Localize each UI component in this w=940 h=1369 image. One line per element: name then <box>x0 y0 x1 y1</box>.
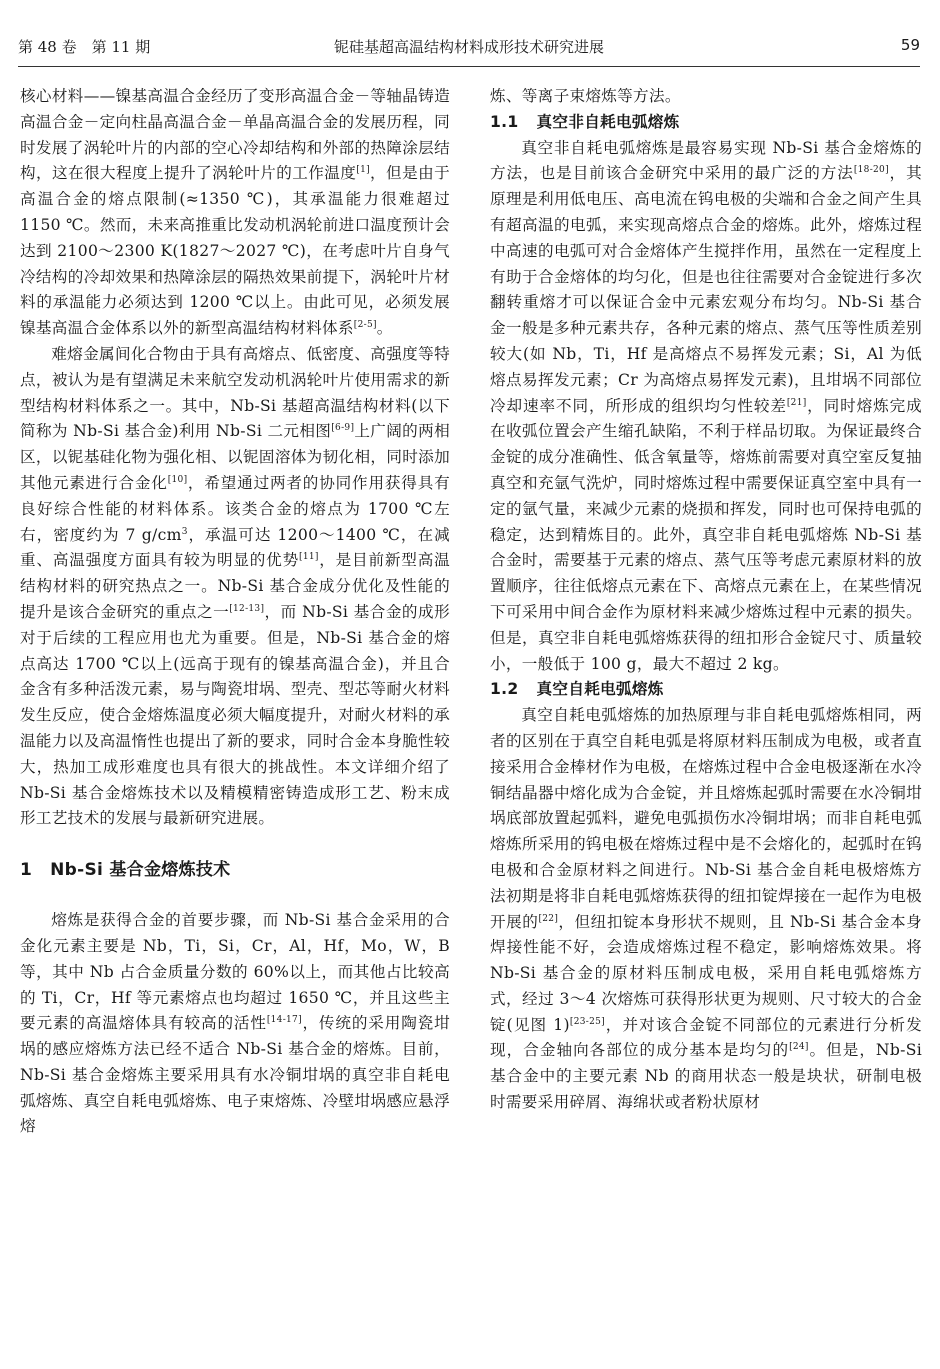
paragraph: 真空非自耗电弧熔炼是最容易实现 Nb-Si 基合金熔炼的方法，也是目前该合金研究中采用的最广泛的方法[18-20]，其原理是利用低电压、高电流在钨电极的尖端和合金之间产生具有超高温的电弧，来实现高熔点合金的熔炼。此外，熔炼过程中高速的电弧可对合金熔体产生搅拌作用，虽然在一定程度上有助于合金熔体的均匀化，但是也往往需要对合金锭进行多次翻转重熔才可以保证合金中元素宏观分布均匀。Nb-Si 基合金一般是多种元素共存，各种元素的熔点、蒸气压等性质差别较大(如 Nb，Ti，Hf 是高熔点不易挥发元素；Si，Al 为低熔点易挥发元素；Cr 为高熔点易挥发元素)，且坩埚不同部位冷却速率不同，所形成的组织均匀性较差[21]，同时熔炼完成在收弧位置会产生缩孔缺陷，不利于样品切取。为保证最终合金锭的成分准确性、低含氧量等，熔炼前需要对真空室反复抽真空和充氩气洗炉，同时熔炼过程中需要保证真空室中具有一定的氩气量，来减少元素的烧损和挥发，同时也可保持电弧的稳定，达到精炼目的。此外，真空非自耗电弧熔炼 Nb-Si 基合金时，需要基于元素的熔点、蒸气压等考虑元素原材料的放置顺序，往往低熔点元素在下、高熔点元素在上，在某些情况下可采用中间合金作为原材料来减少熔炼过程中元素的损失。但是，真空非自耗电弧熔炼获得的纽扣形合金锭尺寸、质量较小，一般低于 100 g，最大不超过 2 kg。 <box>490 138 922 673</box>
superscript: 3 <box>181 526 188 537</box>
citation: [23-25] <box>569 1016 605 1027</box>
citation: [21] <box>786 397 807 408</box>
citation: [2-5] <box>353 319 377 330</box>
citation: [10] <box>167 474 188 485</box>
citation: [1] <box>356 165 370 176</box>
running-title: 铌硅基超高温结构材料成形技术研究进展 <box>333 38 604 56</box>
paragraph: 难熔金属间化合物由于具有高熔点、低密度、高强度等特点，被认为是有望满足未来航空发动机涡轮叶片使用需求的新型结构材料体系之一。其中，Nb-Si 基超高温结构材料(以下简称为 Nb-Si 基合金)利用 Nb-Si 二元相图[6-9]上广阔的两相区，以铌基硅化物为强化相、以铌固溶体为韧化相，同时添加其他元素进行合金化[10]，希望通过两者的协同作用获得具有良好综合性能的材料体系。该类合金的熔点为 1700 ℃左右，密度约为 7 $g/cm^3$，承温可达 1200～1400 ℃，在减重、高温强度方面具有较为明显的优势[11]，是目前新型高温结构材料的研究热点之一。Nb-Si 基合金成分优化及性能的提升是该合金研究的重点之一[12-13]，而 Nb-Si 基合金的成形对于后续的工程应用也尤为重要。但是，Nb-Si 基合金的熔点高达 1700 ℃以上(远高于现有的镍基高温合金)，并且合金含有多种活泼元素，易与陶瓷坩埚、型壳、型芯等耐火材料发生反应，使合金熔炼温度必须大幅度提升，对耐火材料的承温能力以及高温惰性也提出了新的要求，同时合金本身脆性较大，热加工成形难度也具有很大的挑战性。本文详细介绍了 Nb-Si 基合金熔炼技术以及精模精密铸造成形工艺、粉末成形工艺技术的发展与最新研究进展。 <box>20 344 450 828</box>
section-heading: 1 Nb-Si 基合金熔炼技术 <box>20 860 231 881</box>
subsection-heading: 1.2 真空自耗电弧熔炼 <box>490 680 664 699</box>
citation: [6-9] <box>331 423 355 434</box>
citation: [24] <box>789 1042 809 1053</box>
citation: [11] <box>299 552 319 563</box>
citation: [12-13] <box>229 603 265 614</box>
right-column <box>490 84 922 1116</box>
paragraph: 核心材料——镍基高温合金经历了变形高温合金－等轴晶铸造高温合金－定向柱晶高温合金－单晶高温合金的发展历程，同时发展了涡轮叶片的内部的空心冷却结构和外部的热障涂层结构，这在很大程度上提升了涡轮叶片的工作温度[1]，但是由于高温合金的熔点限制(≈1350 ℃)，其承温能力很难超过 1150 ℃。然而，未来高推重比发动机涡轮前进口温度预计会达到 2100～2300 K(1827～2027 ℃)，在考虑叶片自身气冷结构的冷却效果和热障涂层的隔热效果前提下，涡轮叶片材料的承温能力必须达到 1200 ℃以上。由此可见，必须发展镍基高温合金体系以外的新型高温结构材料体系[2-5]。 <box>20 87 450 338</box>
citation: [14-17] <box>266 1015 302 1026</box>
paragraph: 熔炼是获得合金的首要步骤，而 Nb-Si 基合金采用的合金化元素主要是 Nb，Ti，Si，Cr，Al，Hf，Mo，W，B 等，其中 Nb 占合金质量分数的 60%以上，而其他占比较高的 Ti，Cr，Hf 等元素熔点也均超过 1650 ℃，并且这些主要元素的高温熔体具有较高的活性[14-17]，传统的采用陶瓷坩埚的感应熔炼方法已经不适合 Nb-Si 基合金的熔炼。目前，Nb-Si 基合金熔炼主要采用具有水冷铜坩埚的真空非自耗电弧熔炼、真空自耗电弧熔炼、电子束熔炼、冷壁坩埚感应悬浮熔 <box>20 911 450 1136</box>
left-column <box>20 84 450 1140</box>
header-rule <box>18 66 920 67</box>
paragraph: 真空自耗电弧熔炼的加热原理与非自耗电弧熔炼相同，两者的区别在于真空自耗电弧是将原材料压制成为电极，或者直接采用合金棒材作为电极，在熔炼过程中合金电极逐渐在水冷铜结晶器中熔化成为合金锭，并且熔炼起弧时需要在水冷铜坩埚底部放置起弧料，避免电弧损伤水冷铜坩埚；而非自耗电弧熔炼所采用的钨电极在熔炼过程中是不会熔化的，起弧时在钨电极和合金原材料之间进行。Nb-Si 基合金自耗电极熔炼方法初期是将非自耗电弧熔炼获得的纽扣锭焊接在一起作为电极开展的[22]，但纽扣锭本身形状不规则，且 Nb-Si 基合金本身焊接性能不好，会造成熔炼过程不稳定，影响熔炼效果。将 Nb-Si 基合金的原材料压制成电极，采用自耗电弧熔炼方式，经过 3～4 次熔炼可获得形状更为规则、尺寸较大的合金锭(见图 1)[23-25]，并对该合金锭不同部位的元素进行分析发现，合金轴向各部位的成分基本是均匀的[24]。但是，Nb-Si 基合金中的主要元素 Nb 的商用状态一般是块状，研制电极时需要采用碎屑、海绵状或者粉状原材 <box>490 706 923 1112</box>
running-header <box>18 36 920 64</box>
page-number: 59 <box>900 36 920 54</box>
subsection-heading: 1.1 真空非自耗电弧熔炼 <box>490 112 680 131</box>
paragraph: 炼、等离子束熔炼等方法。 <box>490 87 681 105</box>
volume-issue: 第 48 卷 第 11 期 <box>18 38 151 56</box>
citation: [22] <box>538 913 559 924</box>
citation: [18-20] <box>853 165 889 176</box>
